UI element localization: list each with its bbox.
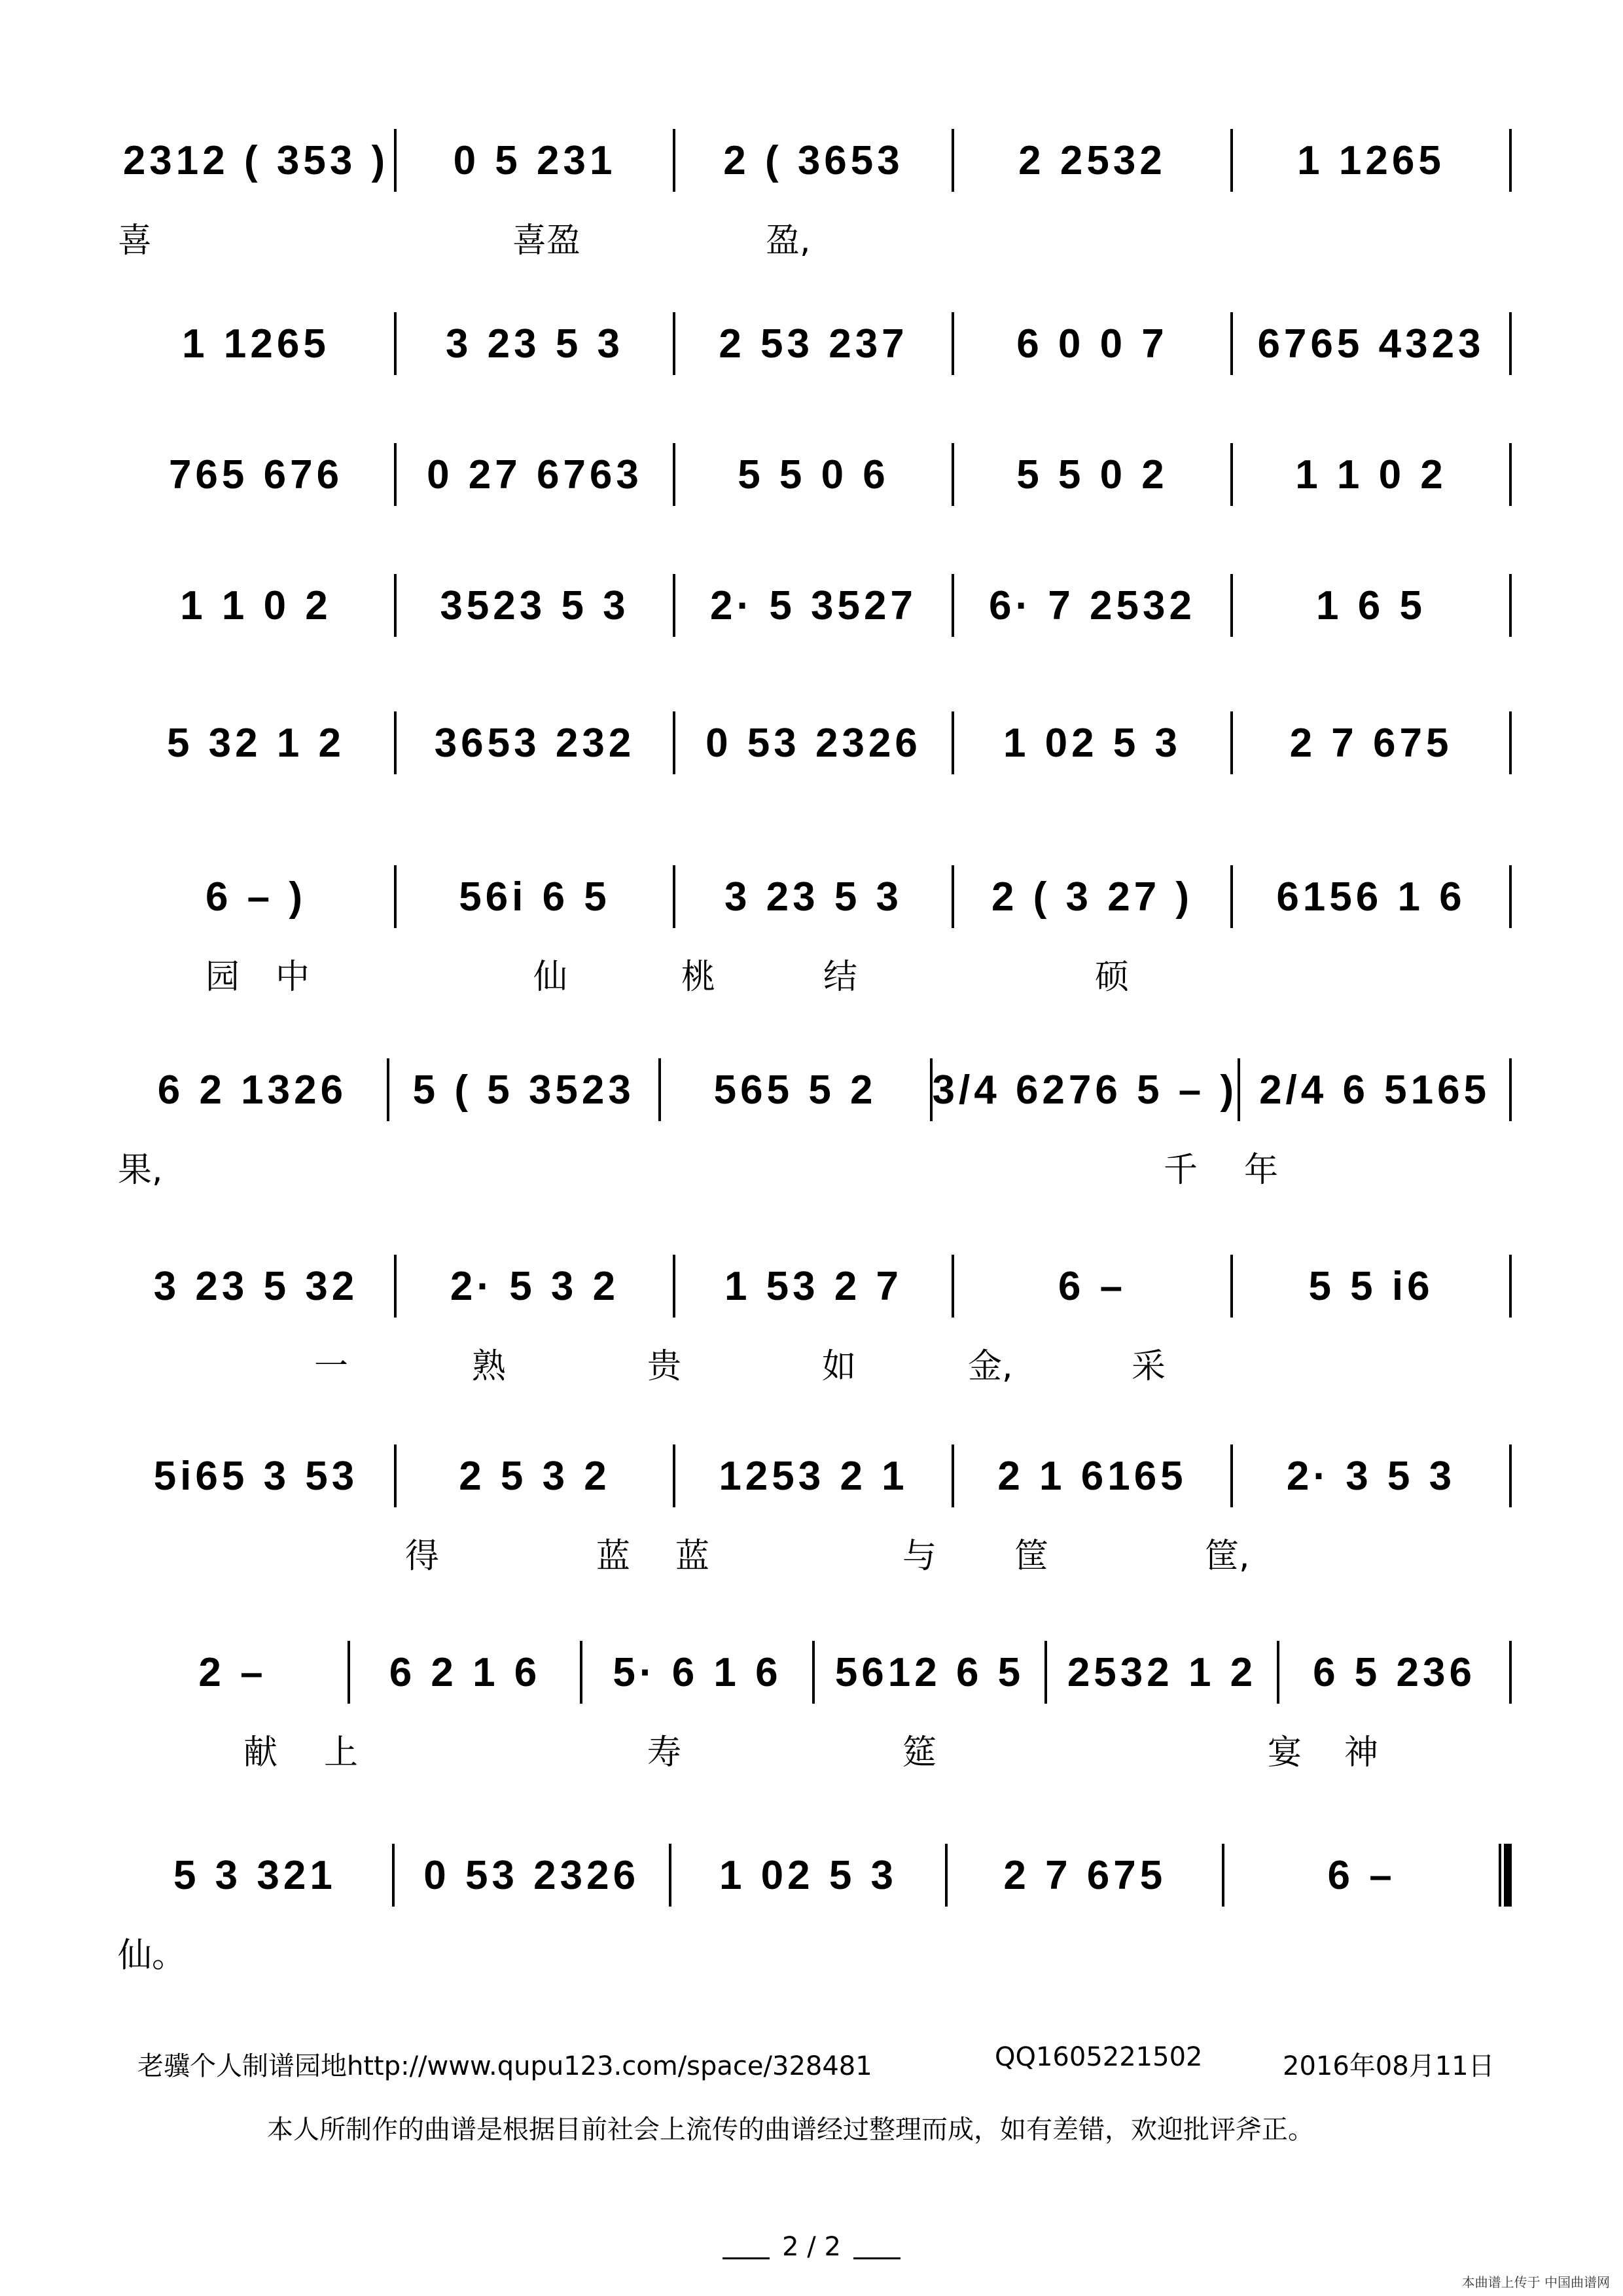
- lyric-text: 蓝: [596, 1537, 631, 1576]
- measure: 1 53 2 7: [724, 1263, 903, 1309]
- barline: [1509, 711, 1512, 774]
- barline: [1509, 443, 1512, 506]
- lyric-text: 神: [1344, 1733, 1379, 1772]
- measure: 3523 5 3: [440, 583, 630, 628]
- measure: 2 ( 3653: [723, 137, 904, 183]
- measure: 2 53 237: [719, 321, 908, 367]
- measure: 6 0 0 7: [1016, 321, 1168, 367]
- lyric-text: 得: [405, 1537, 440, 1576]
- measure: 5 32 1 2: [166, 720, 346, 766]
- measure: 1253 2 1: [719, 1453, 908, 1499]
- measure: 56i 6 5: [459, 874, 611, 920]
- measure: 2 ( 3 27 ): [991, 874, 1194, 920]
- measure: 6 5 236: [1313, 1649, 1476, 1695]
- measure: 6 –: [1058, 1263, 1127, 1309]
- lyric-text: 献: [243, 1733, 278, 1772]
- measure: 2· 3 5 3: [1286, 1453, 1456, 1499]
- lyric-row: [118, 213, 1512, 259]
- lyric-row: [118, 949, 1512, 995]
- measure: 0 53 2326: [705, 720, 921, 766]
- lyric-text: 硕: [1095, 958, 1130, 997]
- footer-site: 老骥个人制谱园地http://www.qupu123.com/space/328481: [137, 2051, 872, 2081]
- lyric-text: 采: [1132, 1347, 1166, 1386]
- measure: 6 – ): [205, 874, 307, 920]
- lyric-text: 结: [823, 958, 858, 997]
- measure: 2 1 6165: [997, 1453, 1187, 1499]
- barline: [1509, 1255, 1512, 1318]
- measure: 0 53 2326: [423, 1852, 640, 1898]
- measure: 5612 6 5: [834, 1649, 1025, 1695]
- score-row: [118, 1250, 1512, 1322]
- measure: 1 1 0 2: [1295, 452, 1447, 497]
- lyric-row: [118, 1142, 1512, 1188]
- measure: 2312 ( 353 ): [122, 137, 389, 183]
- lyric-row: [118, 1338, 1512, 1384]
- measure: 5i65 3 53: [153, 1453, 359, 1499]
- measure: 2 2532: [1018, 137, 1166, 183]
- lyric-text: 如: [822, 1347, 857, 1386]
- measure: 5 ( 5 3523: [412, 1067, 635, 1113]
- measure: 6 2 1326: [157, 1067, 348, 1113]
- footer-note: 本人所制作的曲谱是根据目前社会上流传的曲谱经过整理而成，如有差错，欢迎批评斧正。: [267, 2115, 1314, 2145]
- lyric-text: 上: [324, 1733, 359, 1772]
- score-row: [118, 1440, 1512, 1512]
- lyric-text: 熟: [472, 1347, 507, 1386]
- measure: 0 5 231: [453, 137, 616, 183]
- measure: 3 23 5 3: [445, 321, 624, 367]
- lyric-text: 千: [1164, 1151, 1198, 1190]
- measure: 5 5 0 2: [1016, 452, 1168, 497]
- measure: 565 5 2: [713, 1067, 877, 1113]
- final-barline: [1499, 1844, 1512, 1907]
- measure: 6 –: [1327, 1852, 1396, 1898]
- measure: 5 5 i6: [1308, 1263, 1434, 1309]
- lyric-text: 喜: [118, 221, 152, 260]
- measure: 2/4 6 5165: [1259, 1067, 1491, 1113]
- footer-qq: QQ1605221502: [995, 2042, 1203, 2072]
- lyric-text: 筐,: [1205, 1537, 1250, 1576]
- score-row: [118, 861, 1512, 933]
- measure: 1 1 0 2: [180, 583, 332, 628]
- barline: [1509, 129, 1512, 192]
- lyric-text: 桃: [681, 958, 716, 997]
- lyric-text: 仙: [533, 958, 568, 997]
- measure: 6 2 1 6: [389, 1649, 541, 1695]
- lyric-text: 蓝: [675, 1537, 710, 1576]
- measure: 6765 4323: [1257, 321, 1485, 367]
- measure: 5 5 0 6: [738, 452, 889, 497]
- measure: 2 –: [198, 1649, 267, 1695]
- measure: 6156 1 6: [1276, 874, 1466, 920]
- lyric-text: 筐: [1014, 1537, 1049, 1576]
- lyric-row: [118, 1528, 1512, 1574]
- score-row: [118, 124, 1512, 196]
- watermark: 本曲谱上传于 中国曲谱网: [1461, 2274, 1610, 2290]
- score-row: [118, 569, 1512, 641]
- lyric-text: 果,: [118, 1151, 163, 1190]
- lyric-row: [118, 1928, 1512, 1973]
- measure: 2 5 3 2: [459, 1453, 611, 1499]
- lyric-text: 寿: [647, 1733, 682, 1772]
- lyric-text: 年: [1244, 1151, 1279, 1190]
- measure: 2532 1 2: [1067, 1649, 1257, 1695]
- measure: 2 7 675: [1289, 720, 1453, 766]
- measure: 1 02 5 3: [1003, 720, 1182, 766]
- barline: [1509, 865, 1512, 928]
- lyric-row: [118, 1725, 1512, 1770]
- measure: 1 6 5: [1316, 583, 1426, 628]
- page-dash-left: [722, 2238, 770, 2259]
- measure: 5 3 321: [173, 1852, 336, 1898]
- measure: 6· 7 2532: [989, 583, 1196, 628]
- lyric-text: 与: [902, 1537, 937, 1576]
- measure: 2· 5 3527: [710, 583, 917, 628]
- score-row: [118, 1636, 1512, 1708]
- measure: 0 27 6763: [427, 452, 643, 497]
- measure: 5· 6 1 6: [613, 1649, 782, 1695]
- barline: [1509, 1641, 1512, 1704]
- lyric-text: 贵: [647, 1347, 682, 1386]
- measure: 1 1265: [1297, 137, 1445, 183]
- barline: [1509, 1444, 1512, 1507]
- lyric-text: 筵: [902, 1733, 937, 1772]
- page-number: [0, 2232, 1623, 2262]
- barline: [1509, 1058, 1512, 1121]
- lyric-text: 盈,: [766, 221, 811, 260]
- lyric-text: 中: [276, 958, 310, 997]
- measure: 1 02 5 3: [719, 1852, 898, 1898]
- lyric-text: 喜盈: [512, 221, 581, 260]
- measure: 2 7 675: [1003, 1852, 1167, 1898]
- barline: [1509, 574, 1512, 637]
- lyric-text: 金,: [968, 1347, 1013, 1386]
- score-row: [118, 707, 1512, 779]
- measure: 3 23 5 3: [724, 874, 903, 920]
- measure: 3/4 6276 5 – ): [932, 1067, 1238, 1113]
- measure: 1 1265: [182, 321, 330, 367]
- lyric-text: 一: [314, 1347, 349, 1386]
- measure: 3653 232: [434, 720, 635, 766]
- measure: 3 23 5 32: [153, 1263, 359, 1309]
- page-dash-right: [853, 2238, 901, 2259]
- lyric-text: 仙。: [118, 1936, 187, 1975]
- score-row: [118, 308, 1512, 380]
- score-row: [118, 439, 1512, 511]
- page-number-text: 2 / 2: [782, 2232, 841, 2262]
- score-row: [118, 1839, 1512, 1911]
- barline: [1509, 312, 1512, 375]
- measure: 2· 5 3 2: [450, 1263, 620, 1309]
- score-row: [118, 1054, 1512, 1126]
- footer-date: 2016年08月11日: [1283, 2051, 1495, 2081]
- lyric-text: 宴: [1268, 1733, 1302, 1772]
- measure: 765 676: [168, 452, 344, 497]
- lyric-text: 园: [205, 958, 240, 997]
